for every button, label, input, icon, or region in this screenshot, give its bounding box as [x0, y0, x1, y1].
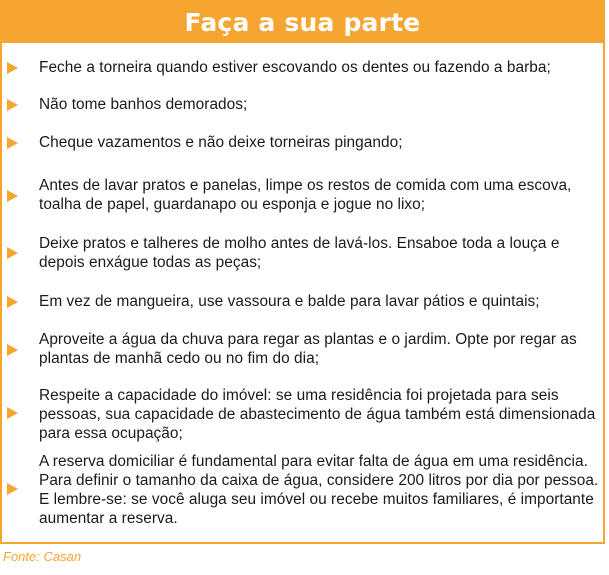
- tip-text: Em vez de mangueira, use vassoura e balde para lavar pátios e quintais;: [39, 293, 540, 310]
- triangle-bullet-icon: [7, 407, 18, 419]
- triangle-bullet-icon: [7, 296, 18, 308]
- tip-text: Respeite a capacidade do imóvel: se uma residência foi projetada para seis pessoas, sua capacidade de abastecimento de água também está dimensionada para essa ocupação;: [39, 387, 596, 442]
- tip-text: Feche a torneira quando estiver escovando os dentes ou fazendo a barba;: [39, 59, 551, 76]
- triangle-bullet-icon: [7, 344, 18, 356]
- tip-text: Deixe pratos e talheres de molho antes de lavá-los. Ensaboe toda a louça e depois enxágue todas as peças;: [39, 235, 560, 271]
- source-credit: Fonte: Casan: [3, 549, 82, 564]
- tip-text: A reserva domiciliar é fundamental para evitar falta de água em uma residência. Para definir o tamanho da caixa de água, considere 200 litros por dia por pessoa. E lembre-se: se você aluga seu imóvel ou recebe muitos familiares, é importante aumentar a reserva.: [39, 453, 599, 527]
- triangle-bullet-icon: [7, 247, 18, 259]
- triangle-bullet-icon: [7, 483, 18, 495]
- triangle-bullet-icon: [7, 137, 18, 149]
- triangle-bullet-icon: [7, 99, 18, 111]
- triangle-bullet-icon: [7, 190, 18, 202]
- tip-text: Antes de lavar pratos e panelas, limpe os restos de comida com uma escova, toalha de papel, guardanapo ou esponja e jogue no lixo;: [39, 177, 572, 213]
- card-header: [2, 2, 603, 43]
- card-title: Faça a sua parte: [184, 8, 421, 37]
- tip-text: Cheque vazamentos e não deixe torneiras pingando;: [39, 134, 403, 151]
- tip-text: Aproveite a água da chuva para regar as plantas e o jardim. Opte por regar as plantas de manhã cedo ou no fim do dia;: [39, 331, 577, 367]
- tip-text: Não tome banhos demorados;: [39, 96, 248, 113]
- triangle-bullet-icon: [7, 62, 18, 74]
